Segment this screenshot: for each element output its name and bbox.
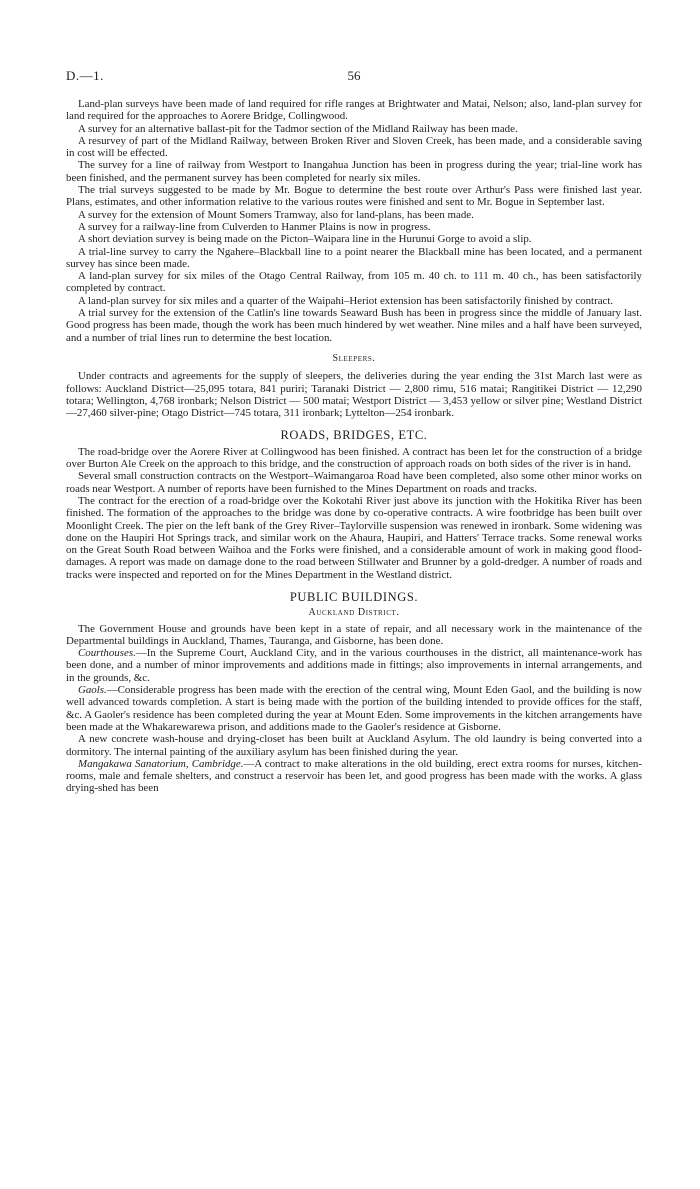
survey-paragraph: A trial-line survey to carry the Ngahere–Blackball line to a point nearer the Blackball mine has been located, and a permanent survey has since been made. [66, 245, 642, 270]
survey-paragraph: A resurvey of part of the Midland Railway, between Broken River and Sloven Creek, has been made, and a considerable saving in cost will be effected. [66, 134, 642, 160]
asylum-paragraph: A new concrete wash-house and drying-closet has been built at Auckland Asylum. The old laundry is being converted into a dormitory. The internal painting of the auxiliary asylum has been finished during the year. [66, 733, 642, 758]
survey-paragraph: The trial surveys suggested to be made by Mr. Bogue to determine the best route over Arthur's Pass were finished last year. Plans, estimates, and other information relative to the various routes were finished and sent to Mr. Bogue in September last. [66, 184, 642, 209]
survey-paragraph: A survey for a railway-line from Culverden to Hanmer Plains is now in progress. [78, 220, 431, 233]
sleepers-heading: Sleepers. [332, 352, 376, 364]
survey-paragraph: A land-plan survey for six miles of the Otago Central Railway, from 105 m. 40 ch. to 111 m. 40 ch., has been satisfactorily completed by contract. [66, 270, 642, 295]
page-header [66, 70, 642, 92]
courthouses-paragraph [66, 647, 642, 684]
courthouses-text: —In the Supreme Court, Auckland City, and in the various courthouses in the district, all maintenance-work has been done, and a number of minor improvements and additions made in fittings; also improvements in internal arrangements, and in the grounds, &c. [66, 647, 642, 684]
roads-paragraph: The road-bridge over the Aorere River at Collingwood has been finished. A contract has been let for the construction of a bridge over Burton Ale Creek on the approach to this bridge, and the construction of approach roads on both sides of the river is in hand. [66, 445, 642, 471]
roads-paragraph: Several small construction contracts on the Westport–Waimangaroa Road have been completed, also some other minor works on roads near Westport. A number of reports have been furnished to the Mines Department on roads and tracks. [66, 470, 642, 495]
courthouses-lead: Courthouses. [78, 647, 136, 660]
sanatorium-paragraph [66, 758, 642, 795]
public-buildings-heading: PUBLIC BUILDINGS. [289, 589, 419, 604]
sanatorium-text: —A contract to make alterations in the old building, erect extra rooms for nurses, kitchen-rooms, male and female shelters, and construct a reservoir has been let, and good progress has been made with the works. A glass drying-shed has been [66, 757, 642, 795]
survey-paragraph: A land-plan survey for six miles and a quarter of the Waipahi–Heriot extension has been satisfactorily finished by contract. [78, 294, 614, 307]
survey-paragraph: A survey for the extension of Mount Somers Tramway, also for land-plans, has been made. [78, 208, 474, 221]
gaols-paragraph [66, 684, 642, 733]
gaols-lead: Gaols. [78, 684, 107, 697]
survey-paragraph: A trial survey for the extension of the Catlin's line towards Seaward Bush has been in progress since the middle of January last. Good progress has been made, though the work has been much hindered by wet weather. Nine miles and a half have been surveyed, and a number of trial lines run to determine the best location. [66, 307, 642, 344]
gaols-text: —Considerable progress has been made with the erection of the central wing, Mount Eden Gaol, and the building is now well advanced towards completion. A start is being made with the portion of the building intended to provide offices for the staff, &c. A Gaoler's residence has been completed during the year at Mount Eden. Some improvements in the kitchen arrangements have been made at the Whakarewarewa prison, and additions made to the Gaoler's residence at Gisborne. [66, 684, 642, 733]
survey-paragraph: The survey for a line of railway from Westport to Inangahua Junction has been in progress during the year; trial-line work has been finished, and the permanent survey has been completed for nearly six miles. [66, 159, 642, 184]
roads-paragraph: The contract for the erection of a road-bridge over the Kokotahi River just above its junction with the Hokitika River has been finished. The formation of the approaches to the bridge was done by co-operative contracts. A wire footbridge has been built over Moonlight Creek. The pier on the left bank of the Grey River–Taylorville suspension was renewed in ironbark. Some widening was done on the Haupiri Hot Springs track, and similar work on the Ahaura, Haupiri, and Hatters' Terrace tracks. Some renewal works on the Great South Road between Waihoa and the Forks were finished, and a considerable amount of work in making good flood-damages. A report was made on damage done to the road between Stillwater and Brunner by a gold-dredger. A number of roads and tracks were inspected and reported on for the Mines Department in the Westland district. [66, 494, 642, 581]
survey-section [66, 98, 642, 344]
survey-paragraph: Land-plan surveys have been made of land required for rifle ranges at Brightwater and Matai, Nelson; also, land-plan survey for land required for the approaches to Aorere Bridge, Collingwood. [66, 98, 642, 123]
sanatorium-lead: Mangakawa Sanatorium, Cambridge. [78, 757, 244, 770]
sleepers-paragraph: Under contracts and agreements for the supply of sleepers, the deliveries during the year ending the 31st March last were as follows: Auckland District—25,095 totara, 841 puriri; Taranaki District — 2,800 rimu, 516 matai; Rangitikei District — 12,290 totara; Wellington, 4,768 ironbark; Nelson District — 500 matai; Westport District — 3,453 yellow or silver pine; Westland District—27,460 silver-pine; Otago District—745 totara, 311 ironbark; Lyttelton—254 ironbark. [66, 370, 642, 420]
buildings-intro-paragraph: The Government House and grounds have been kept in a state of repair, and all necessary work in the maintenance of the Departmental buildings in Auckland, Thames, Tauranga, and Gisborne, has been done. [66, 622, 642, 647]
auckland-district-subheading: Auckland District. [308, 607, 400, 619]
page-number: 56 [347, 68, 361, 83]
survey-paragraph: A survey for an alternative ballast-pit for the Tadmor section of the Midland Railway has been made. [78, 122, 518, 135]
document-code: D.—1. [66, 68, 104, 83]
survey-paragraph: A short deviation survey is being made on the Picton–Waipara line in the Hurunui Gorge to avoid a slip. [78, 233, 532, 246]
roads-heading: ROADS, BRIDGES, ETC. [280, 428, 428, 443]
